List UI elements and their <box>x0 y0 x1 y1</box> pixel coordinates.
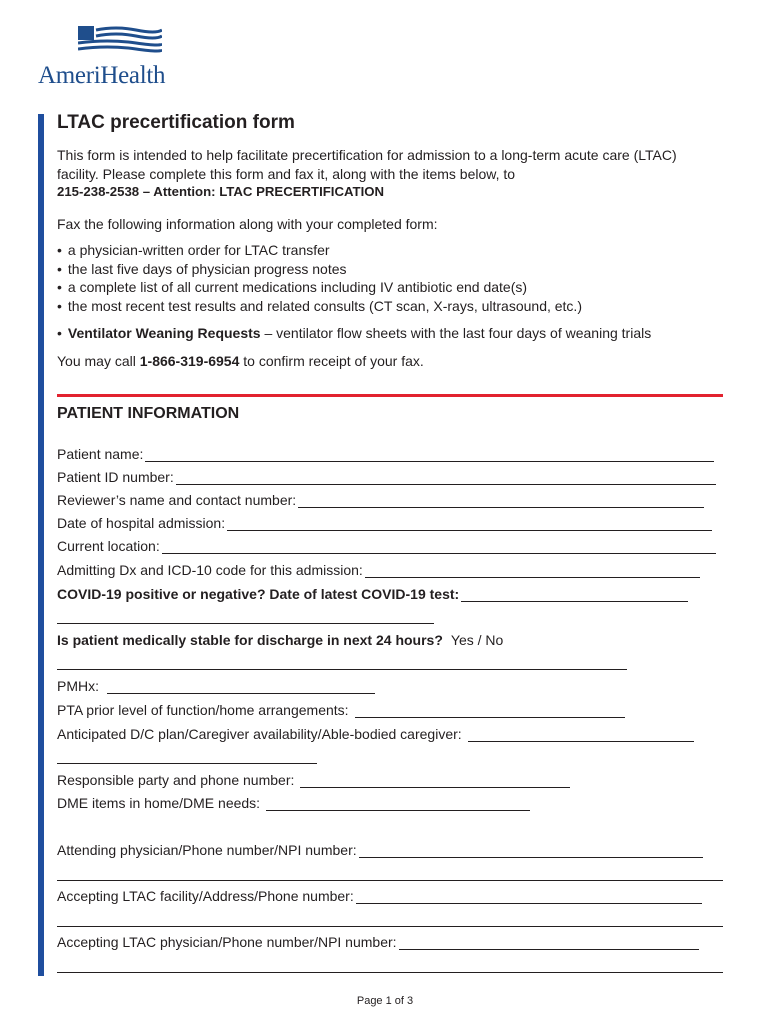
covid-input[interactable] <box>461 587 688 602</box>
patient-name-field: Patient name: <box>57 446 714 462</box>
list-item: • a complete list of all current medications including IV antibiotic end date(s) <box>57 279 528 295</box>
discharge-stable-question: Is patient medically stable for discharge in next 24 hours? Yes / No <box>57 632 504 648</box>
accepting-physician-input[interactable] <box>399 935 699 950</box>
dme-field: DME items in home/DME needs: <box>57 795 530 811</box>
covid-field: COVID-19 positive or negative? Date of latest COVID-19 test: <box>57 586 688 602</box>
section-title: PATIENT INFORMATION <box>57 405 240 422</box>
flag-icon <box>78 26 162 56</box>
reviewer-field: Reviewer’s name and contact number: <box>57 492 704 508</box>
yes-no-options[interactable]: Yes / No <box>450 632 504 648</box>
patient-id-field: Patient ID number: <box>57 469 716 485</box>
admitting-dx-input[interactable] <box>365 563 700 578</box>
list-item: • the last five days of physician progress notes <box>57 260 347 277</box>
amerihealth-logo <box>38 26 208 88</box>
side-accent-bar <box>38 114 44 976</box>
patient-id-input[interactable] <box>176 470 716 485</box>
reviewer-input[interactable] <box>298 493 704 508</box>
intro-line-2: facility. Please complete this form and fax it, along with the items below, to <box>57 165 516 182</box>
covid-continuation-line[interactable] <box>57 622 434 624</box>
pmhx-input[interactable] <box>107 679 375 694</box>
fax-instructions: Fax the following information along with your completed form: <box>57 215 438 232</box>
dc-plan-input[interactable] <box>468 727 694 742</box>
section-divider <box>57 394 723 397</box>
pmhx-field: PMHx: <box>57 678 375 694</box>
current-location-field: Current location: <box>57 538 716 554</box>
list-item: • a physician-written order for LTAC transfer <box>57 242 330 258</box>
dc-plan-field: Anticipated D/C plan/Caregiver availability/Able-bodied caregiver: <box>57 726 694 742</box>
current-location-input[interactable] <box>162 539 716 554</box>
page-number: Page 1 of 3 <box>356 995 414 1007</box>
accepting-physician-field: Accepting LTAC physician/Phone number/NPI number: <box>57 934 699 950</box>
ventilator-note: • Ventilator Weaning Requests – ventilator flow sheets with the last four days of weaning trials <box>57 325 652 341</box>
responsible-party-field: Responsible party and phone number: <box>57 772 570 788</box>
patient-name-input[interactable] <box>145 447 714 462</box>
confirm-phone: 1-866-319-6954 <box>139 352 240 369</box>
pta-field: PTA prior level of function/home arrangements: <box>57 702 625 718</box>
admission-date-field: Date of hospital admission: <box>57 515 712 531</box>
fax-number-line: 215-238-2538 – Attention: LTAC PRECERTIFICATION <box>57 184 385 199</box>
brand-name: AmeriHealth <box>38 62 166 89</box>
responsible-party-input[interactable] <box>300 773 570 788</box>
admitting-dx-field: Admitting Dx and ICD-10 code for this admission: <box>57 562 700 578</box>
accepting-facility-field: Accepting LTAC facility/Address/Phone number: <box>57 888 702 904</box>
page-title: LTAC precertification form <box>57 112 295 133</box>
intro-text <box>57 146 723 202</box>
attending-physician-input[interactable] <box>359 843 703 858</box>
physician-continuation-line[interactable] <box>57 971 723 973</box>
intro-line-1: This form is intended to help facilitate precertification for admission to a long-term acute care (LTAC) <box>57 147 677 163</box>
required-items-list <box>57 241 723 315</box>
intro-section <box>57 110 723 370</box>
facility-continuation-line[interactable] <box>57 925 723 927</box>
attending-physician-field: Attending physician/Phone number/NPI number: <box>57 842 703 858</box>
admission-date-input[interactable] <box>227 516 712 531</box>
attending-continuation-line[interactable] <box>57 879 723 881</box>
accepting-facility-input[interactable] <box>356 889 702 904</box>
dme-input[interactable] <box>266 796 530 811</box>
stable-answer-line[interactable] <box>57 668 627 670</box>
call-confirm-text: You may call 1-866-319-6954 to confirm receipt of your fax. <box>57 352 424 369</box>
list-item: • the most recent test results and related consults (CT scan, X-rays, ultrasound, etc.) <box>57 297 582 314</box>
dc-plan-continuation-line[interactable] <box>57 762 317 764</box>
pta-input[interactable] <box>355 703 625 718</box>
